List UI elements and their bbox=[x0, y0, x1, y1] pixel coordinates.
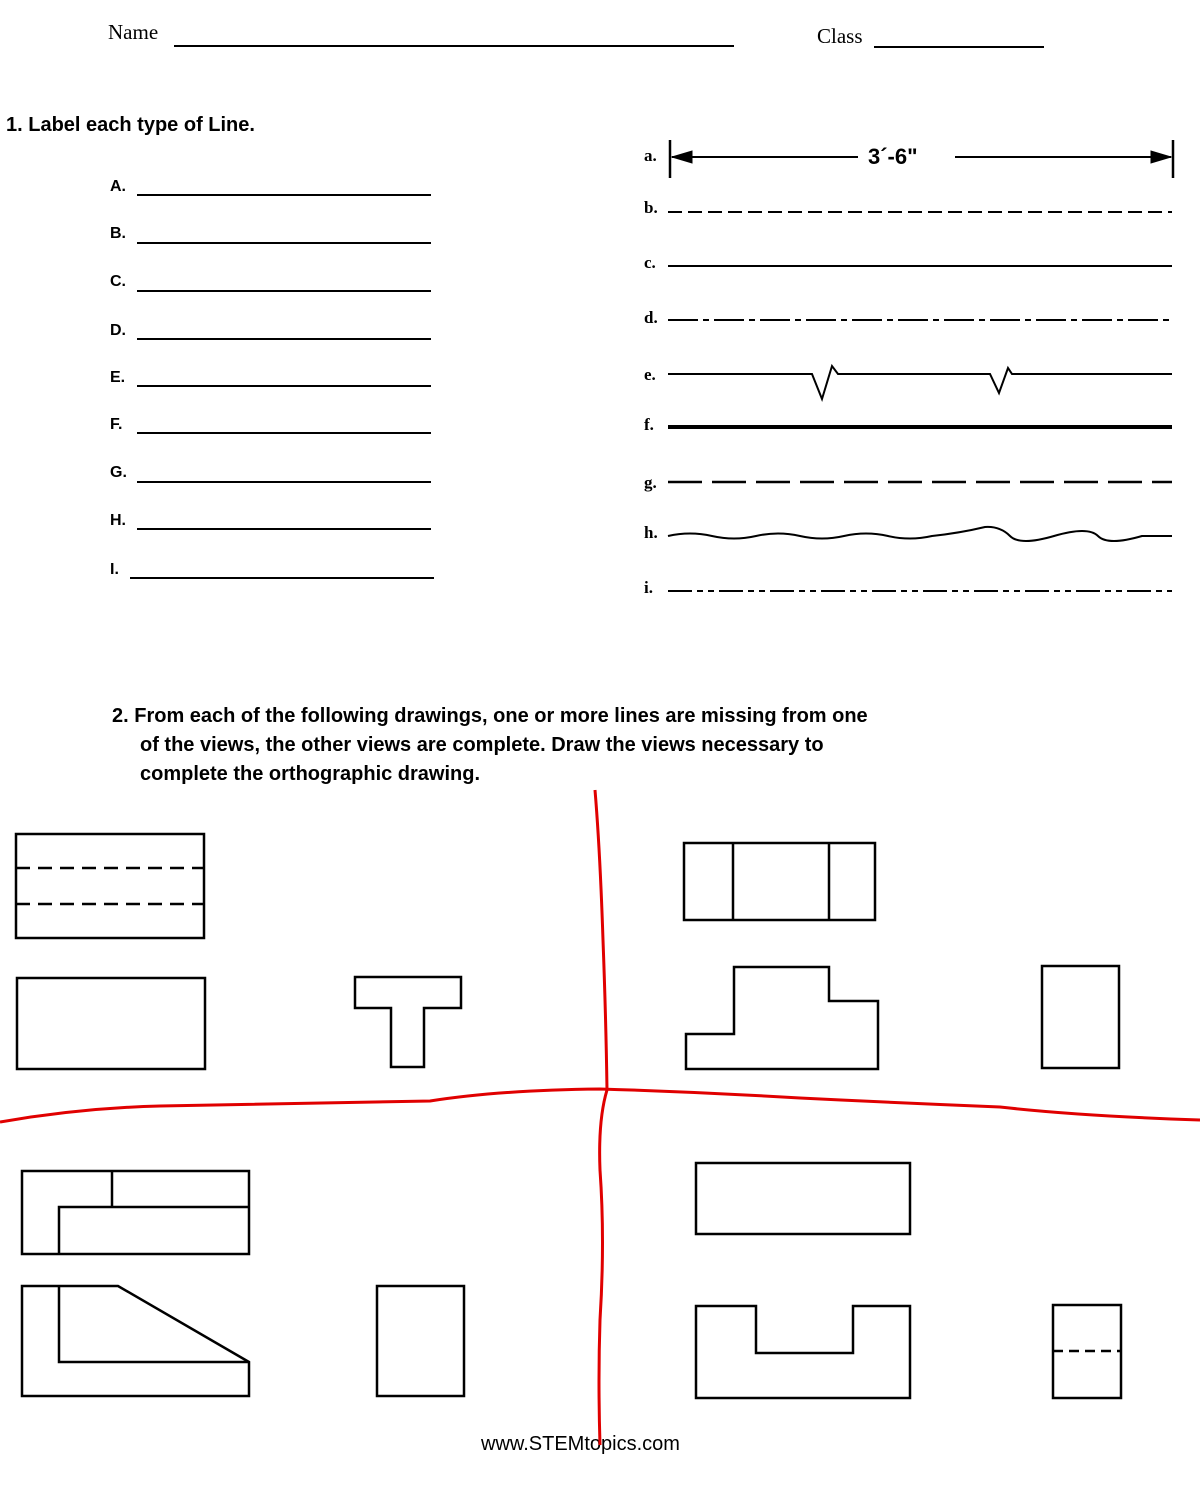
drawing-1 bbox=[16, 834, 461, 1069]
name-label: Name bbox=[108, 20, 159, 44]
sample-letter-a: a. bbox=[644, 146, 657, 165]
sample-letter-d: d. bbox=[644, 308, 658, 327]
red-horizontal-line bbox=[0, 1089, 1200, 1122]
class-label: Class bbox=[817, 24, 863, 48]
red-vertical-line bbox=[595, 790, 607, 1445]
sample-letter-b: b. bbox=[644, 198, 658, 217]
sample-letter-h: h. bbox=[644, 523, 658, 542]
blank-label: G. bbox=[110, 464, 127, 481]
drawing-4 bbox=[696, 1163, 1121, 1398]
blank-label: F. bbox=[110, 416, 123, 433]
blank-label: E. bbox=[110, 369, 126, 386]
blank-label: I. bbox=[110, 561, 119, 578]
footer-url: www.STEMtopics.com bbox=[481, 1433, 680, 1455]
sample-letter-g: g. bbox=[644, 473, 657, 492]
blank-label: C. bbox=[110, 273, 126, 290]
sample-letter-f: f. bbox=[644, 415, 654, 434]
red-divider-lines bbox=[0, 790, 1200, 1445]
blank-label: A. bbox=[110, 178, 126, 195]
question2-line1: 2. From each of the following drawings, one or more lines are missing from one bbox=[112, 705, 868, 727]
blank-label: D. bbox=[110, 322, 126, 339]
blank-label: B. bbox=[110, 225, 126, 242]
question1-prompt: 1. Label each type of Line. bbox=[6, 114, 255, 136]
question2-line2: of the views, the other views are complete. Draw the views necessary to bbox=[140, 734, 824, 756]
sample-letter-c: c. bbox=[644, 253, 656, 272]
question2-line3: complete the orthographic drawing. bbox=[140, 763, 481, 785]
sample-letter-e: e. bbox=[644, 365, 656, 384]
blank-label: H. bbox=[110, 512, 126, 529]
sample-letter-i: i. bbox=[644, 578, 653, 597]
drawing-2 bbox=[684, 843, 1119, 1069]
drawing-3 bbox=[22, 1171, 464, 1396]
dimension-label: 3´-6" bbox=[868, 144, 918, 169]
